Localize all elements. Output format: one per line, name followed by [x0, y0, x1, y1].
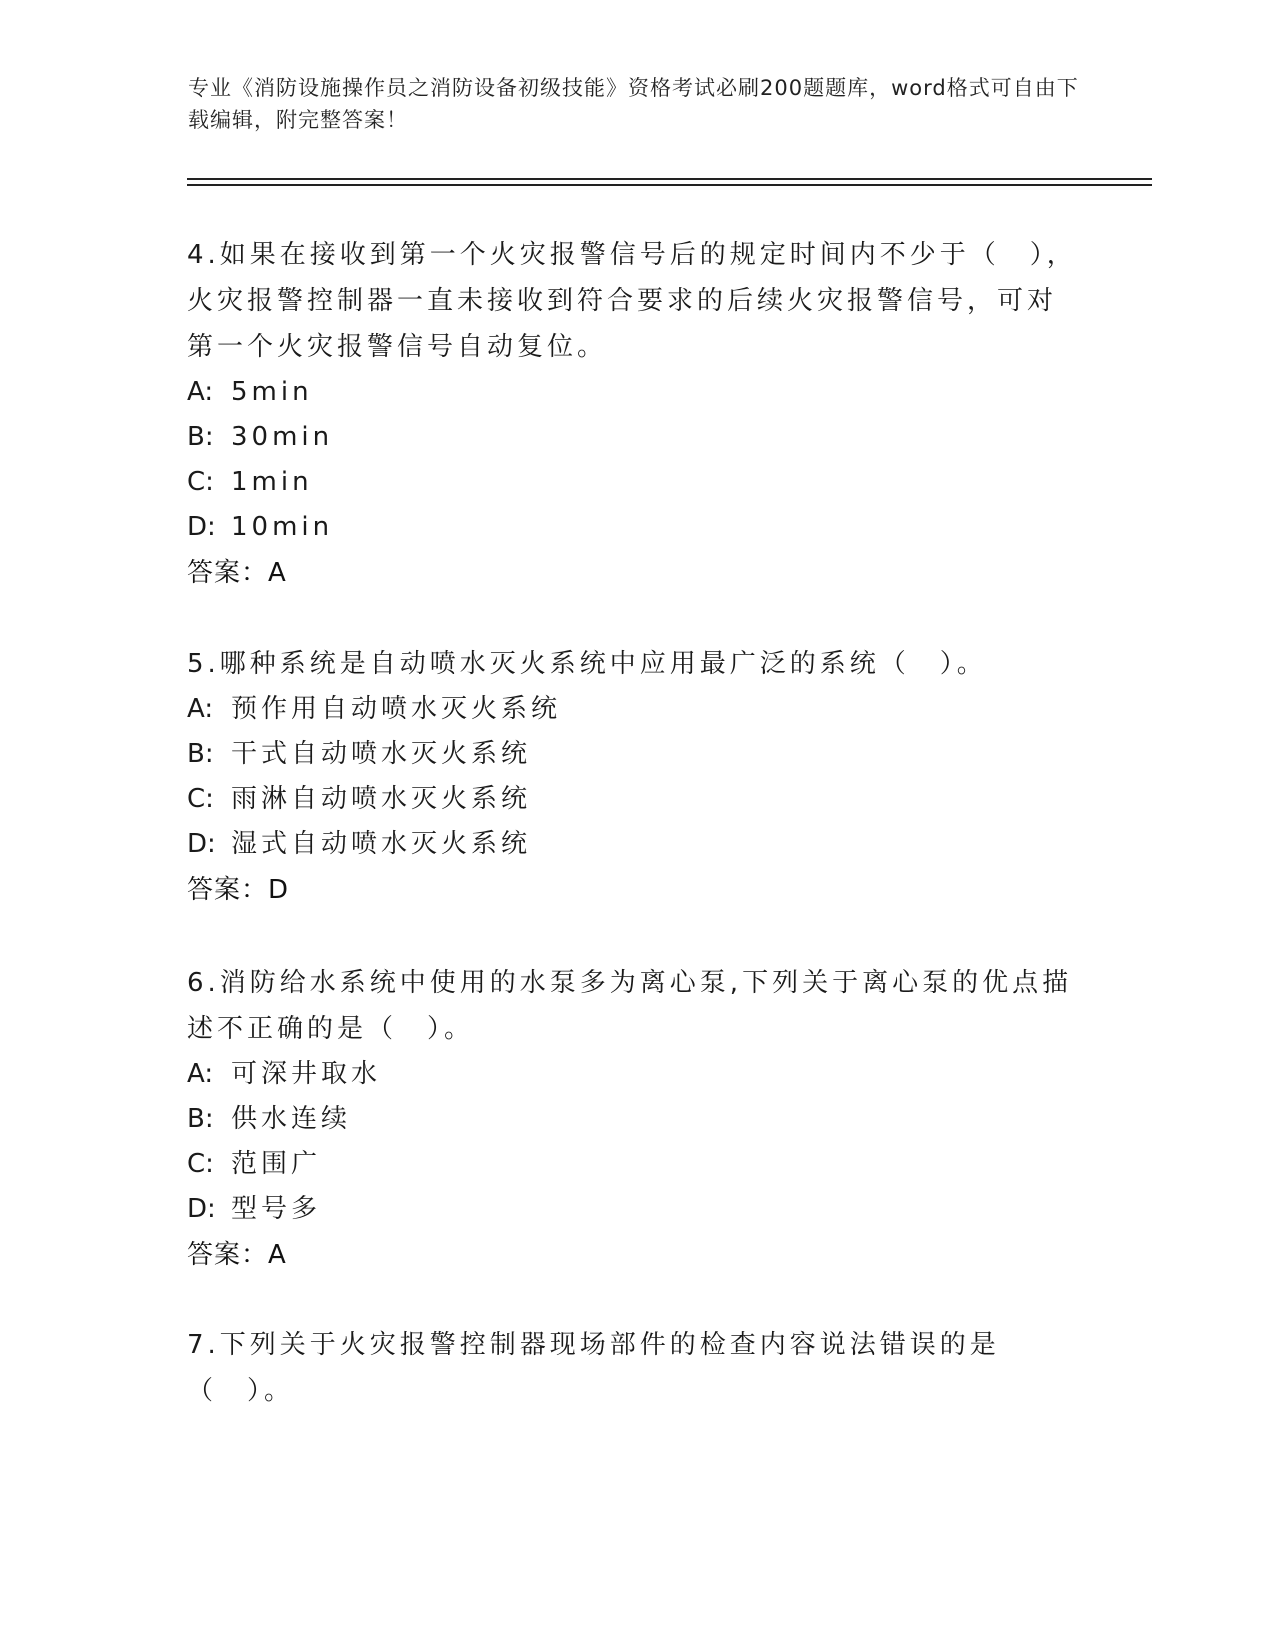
option-text: 湿式自动喷水灭火系统: [231, 829, 532, 859]
option-letter: C:: [187, 1149, 214, 1179]
option-c: [187, 1142, 1077, 1187]
option-letter: A:: [187, 1059, 214, 1089]
question-5: [187, 641, 1077, 913]
option-d: [187, 505, 1077, 550]
question-stem: 4.如果在接收到第一个火灾报警信号后的规定时间内不少于（ ），火灾报警控制器一直未接收到符合要求的后续火灾报警信号，可对第一个火灾报警信号自动复位。: [187, 240, 1077, 362]
option-b: [187, 415, 1077, 460]
option-text: 1min: [231, 467, 313, 497]
option-letter: B:: [187, 739, 214, 769]
question-stem: 7.下列关于火灾报警控制器现场部件的检查内容说法错误的是（ ）。: [187, 1330, 1000, 1406]
option-a: [187, 370, 1077, 415]
option-letter: D:: [187, 829, 216, 859]
question-4: [187, 232, 1077, 596]
option-b: [187, 732, 1077, 777]
option-letter: A:: [187, 694, 214, 724]
option-c: [187, 460, 1077, 505]
option-letter: B:: [187, 1104, 214, 1134]
option-text: 可深井取水: [231, 1059, 382, 1089]
option-letter: D:: [187, 1194, 216, 1224]
question-stem: 6.消防给水系统中使用的水泵多为离心泵,下列关于离心泵的优点描述不正确的是（ ）。: [187, 968, 1073, 1044]
option-d: [187, 822, 1077, 867]
option-a: [187, 1052, 1077, 1097]
option-text: 10min: [231, 512, 334, 542]
option-letter: A:: [187, 377, 214, 407]
option-text: 范围广: [231, 1149, 322, 1179]
answer-line: 答案：D: [187, 875, 290, 905]
option-c: [187, 777, 1077, 822]
question-6: [187, 960, 1077, 1278]
option-a: [187, 687, 1077, 732]
header-divider-bottom: [187, 184, 1152, 186]
document-header: 专业《消防设施操作员之消防设备初级技能》资格考试必刷200题题库，word格式可自由下载编辑，附完整答案！: [188, 76, 1079, 132]
answer-line: 答案：A: [187, 558, 287, 588]
option-text: 干式自动喷水灭火系统: [231, 739, 532, 769]
option-text: 预作用自动喷水灭火系统: [231, 694, 562, 724]
answer-line: 答案：A: [187, 1240, 287, 1270]
option-b: [187, 1097, 1077, 1142]
option-text: 雨淋自动喷水灭火系统: [231, 784, 532, 814]
option-letter: B:: [187, 422, 214, 452]
option-text: 5min: [231, 377, 313, 407]
question-7: [187, 1322, 1077, 1414]
option-d: [187, 1187, 1077, 1232]
option-letter: C:: [187, 784, 214, 814]
option-letter: D:: [187, 512, 216, 542]
option-text: 型号多: [231, 1194, 322, 1224]
option-letter: C:: [187, 467, 214, 497]
question-stem: 5.哪种系统是自动喷水灭火系统中应用最广泛的系统（ ）。: [187, 649, 987, 679]
option-text: 30min: [231, 422, 334, 452]
option-text: 供水连续: [231, 1104, 352, 1134]
header-divider-top: [187, 178, 1152, 180]
